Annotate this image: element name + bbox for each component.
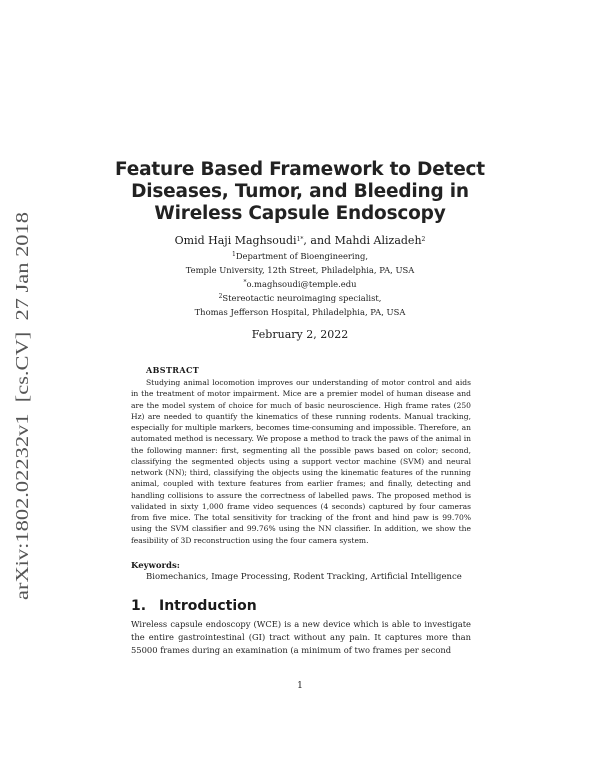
section-heading [131,598,257,614]
title-line: Wireless Capsule Endoscopy [154,203,446,224]
affiliation-mark: 2 [218,293,223,300]
author-list [100,234,500,247]
affiliation-mark: 1 [231,251,236,258]
section-number: 1. [131,598,147,614]
introduction-text: Wireless capsule endoscopy (WCE) is a new device which is able to investigate the entire gastrointestinal (GI) tract without any pain. It captures more than 55000 frames during an examination (a minimum of two frames per second [131,619,471,655]
author-affiliation-mark: 1* [296,236,304,243]
affiliation-text: Stereotactic neuroimaging specialist, [222,293,382,303]
author-name: Mahdi Alizadeh [334,234,422,247]
paper-title [100,159,500,225]
affiliation-text: Thomas Jefferson Hospital, Philadelphia, PA, USA [194,307,406,317]
page-number: 1 [297,681,303,691]
email-text: o.maghsoudi@temple.edu [246,279,357,289]
keywords-heading: Keywords: [131,561,180,571]
affiliation-text: Department of Bioengineering, [235,251,369,261]
abstract-text: Studying animal locomotion improves our understanding of motor control and aids in the treatment of motor impairment. Mice are a premier model of human disease and are the model system of choice for much of basic neuroscience. High frame rates (250 Hz) are needed to quantify the kinematics of these running rodents. Manual tracking, especially for multiple markers, becomes time-consuming and impossible. Therefore, an automated method is necessary. We propose a method to track the paws of the animal in the following manner: first, segmenting all the possible paws based on color; second, classifying the segmented objects using a support vector machine (SVM) and neural network (NN); third, classifying the objects using the kinematic features of the running animal, coupled with texture features from earlier frames; and finally, detecting and handling collisions to assure the correctness of labelled paws. The proposed method is validated in sixty 1,000 frame video sequences (4 seconds) captured by four cameras from five mice. The total sensitivity for tracking of the front and hind paw is 99.70% using the SVM classifier and 99.76% using the NN classifier. In addition, we show the feasibility of 3D reconstruction using the four camera system. [131,378,471,545]
author-connector: , and [303,234,335,247]
affiliation-line [100,251,500,262]
arxiv-stamp-text: arXiv:1802.02232v1 [cs.CV] 27 Jan 2018 [12,297,32,600]
title-line: Feature Based Framework to Detect [115,159,485,180]
email-mark: * [243,279,247,286]
section-title: Introduction [159,598,257,614]
affiliation-line [100,265,500,276]
keywords-text: Biomechanics, Image Processing, Rodent Tracking, Artificial Intelligence [146,572,462,582]
affiliation-line [100,307,500,318]
arxiv-identifier-stamp [6,210,36,600]
abstract-heading: ABSTRACT [146,365,200,375]
affiliation-text: Temple University, 12th Street, Philadelphia, PA, USA [185,265,415,275]
paper-date: February 2, 2022 [251,328,349,341]
author-email [100,279,500,290]
affiliation-line [100,293,500,304]
author-affiliation-mark: 2 [421,236,426,243]
author-name: Omid Haji Maghsoudi [174,234,297,247]
title-line: Diseases, Tumor, and Bleeding in [131,181,469,202]
